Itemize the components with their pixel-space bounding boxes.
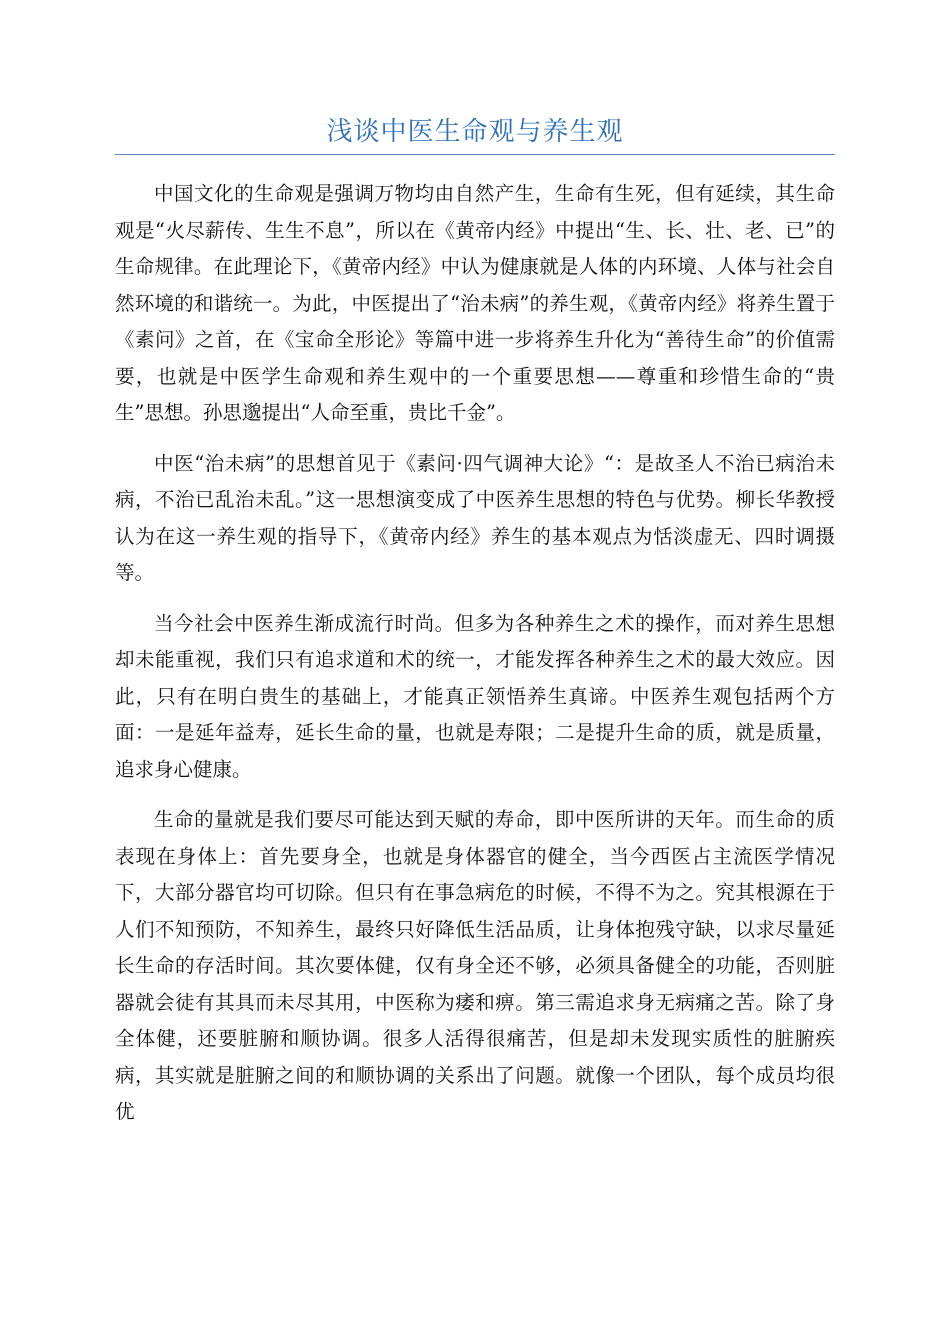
paragraph-1: 中国文化的生命观是强调万物均由自然产生，生命有生死，但有延续，其生命观是“火尽薪传、生生不息”，所以在《黄帝内经》中提出“生、长、壮、老、已”的生命规律。在此理论下，《黄帝内经》中认为健康就是人体的内环境、人体与社会自然环境的和谐统一。为此，中医提出了“治未病”的养生观，《黄帝内经》将养生置于《素问》之首，在《宝命全形论》等篇中进一步将养生升化为“善待生命”的价值需要，也就是中医学生命观和养生观中的一个重要思想——尊重和珍惜生命的“贵生”思想。孙思邈提出“人命至重，贵比千金”。 [115,182,835,424]
paragraph-4: 生命的量就是我们要尽可能达到天赋的寿命，即中医所讲的天年。而生命的质表现在身体上：首先要身全，也就是身体器官的健全，当今西医占主流医学情况下，大部分器官均可切除。但只有在事急病危的时候，不得不为之。究其根源在于人们不知预防，不知养生，最终只好降低生活品质，让身体抱残守缺，以求尽量延长生命的存活时间。其次要体健，仅有身全还不够，必须具备健全的功能，否则脏器就会徒有其具而未尽其用，中医称为痿和痹。第三需追求身无病痛之苦。除了身全体健，还要脏腑和顺协调。很多人活得很痛苦，但是却未发现实质性的脏腑疾病，其实就是脏腑之间的和顺协调的关系出了问题。就像一个团队，每个成员均很优 [115,808,835,1123]
title-underline [115,154,835,155]
paragraph-3: 当今社会中医养生渐成流行时尚。但多为各种养生之术的操作，而对养生思想却未能重视，我们只有追求道和术的统一，才能发挥各种养生之术的最大效应。因此，只有在明白贵生的基础上，才能真正领悟养生真谛。中医养生观包括两个方面：一是延年益寿，延长生命的量，也就是寿限；二是提升生命的质，就是质量，追求身心健康。 [115,611,835,781]
paragraph-2: 中医“治未病”的思想首见于《素问·四气调神大论》“：是故圣人不治已病治未病，不治已乱治未乱。”这一思想演变成了中医养生思想的特色与优势。柳长华教授认为在这一养生观的指导下，《黄帝内经》养生的基本观点为恬淡虚无、四时调摄等。 [115,451,835,584]
document-title: 浅谈中医生命观与养生观 [326,117,624,147]
document-body [115,176,835,1145]
